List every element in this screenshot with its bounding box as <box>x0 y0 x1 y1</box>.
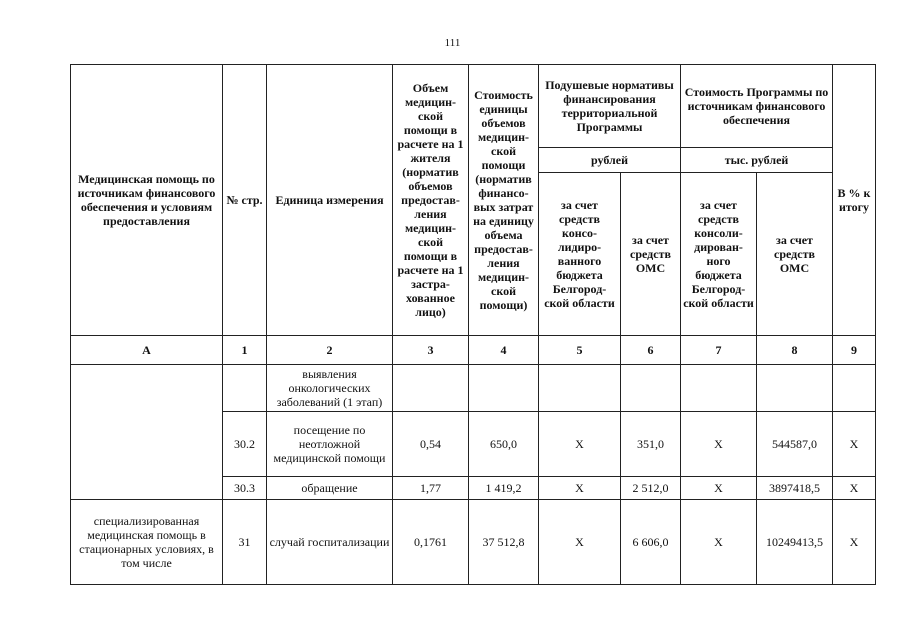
column-number: 2 <box>267 336 393 365</box>
column-number: 6 <box>621 336 681 365</box>
header-row-1 <box>71 65 876 148</box>
column-number: А <box>71 336 223 365</box>
row-budget-total: Х <box>681 412 757 477</box>
header-col-3: Объем медицин-ской помощи в расчете на 1 жителя (норматив объемов предостав-ления медицин-ской помощи в расчете на 1 застра-хованное лицо) <box>393 65 469 336</box>
row-line-number <box>223 365 267 412</box>
column-number: 8 <box>757 336 833 365</box>
row-oms-per-capita: 6 606,0 <box>621 500 681 585</box>
row-oms-total: 10249413,5 <box>757 500 833 585</box>
row-cost <box>469 365 539 412</box>
header-col-1: № стр. <box>223 65 267 336</box>
row-unit: обращение <box>267 477 393 500</box>
table-row <box>71 500 876 585</box>
column-number: 7 <box>681 336 757 365</box>
row-budget-total: Х <box>681 477 757 500</box>
row-budget-per-capita <box>539 365 621 412</box>
row-percent: Х <box>833 477 876 500</box>
row-volume: 1,77 <box>393 477 469 500</box>
header-col-a: Медицинская помощь по источникам финансового обеспечения и условиям предоставления <box>71 65 223 336</box>
row-volume: 0,1761 <box>393 500 469 585</box>
row-volume: 0,54 <box>393 412 469 477</box>
row-cost: 1 419,2 <box>469 477 539 500</box>
financing-table <box>70 64 876 585</box>
row-percent: Х <box>833 500 876 585</box>
header-unit-thousand-rubles: тыс. рублей <box>681 148 833 173</box>
header-col-2: Единица измерения <box>267 65 393 336</box>
row-unit: случай госпитализации <box>267 500 393 585</box>
column-number: 1 <box>223 336 267 365</box>
row-section-name: специализированная медицинская помощь в стационарных условиях, в том числе <box>71 500 223 585</box>
column-number: 9 <box>833 336 876 365</box>
header-unit-rubles: рублей <box>539 148 681 173</box>
row-percent: Х <box>833 412 876 477</box>
header-col-6: за счет средств ОМС <box>621 173 681 336</box>
row-budget-per-capita: Х <box>539 477 621 500</box>
column-number: 3 <box>393 336 469 365</box>
row-oms-per-capita <box>621 365 681 412</box>
row-volume <box>393 365 469 412</box>
row-oms-total: 544587,0 <box>757 412 833 477</box>
row-budget-total <box>681 365 757 412</box>
header-col-5: за счет средств консо-лидиро-ванного бюджета Белгород-ской области <box>539 173 621 336</box>
row-section-name <box>71 365 223 500</box>
header-col-8: за счет средств ОМС <box>757 173 833 336</box>
row-cost: 650,0 <box>469 412 539 477</box>
row-line-number: 30.2 <box>223 412 267 477</box>
page-number: 111 <box>444 37 461 49</box>
row-cost: 37 512,8 <box>469 500 539 585</box>
header-group-5-6: Подушевые нормативы финансирования территориальной Программы <box>539 65 681 148</box>
header-col-7: за счет средств консоли-дирован-ного бюджета Белгород-ской области <box>681 173 757 336</box>
header-group-7-8: Стоимость Программы по источникам финансового обеспечения <box>681 65 833 148</box>
row-budget-total: Х <box>681 500 757 585</box>
header-col-9: В % к итогу <box>833 65 876 336</box>
column-number: 4 <box>469 336 539 365</box>
row-oms-per-capita: 2 512,0 <box>621 477 681 500</box>
row-unit: посещение по неотложной медицинской помощи <box>267 412 393 477</box>
row-oms-total: 3897418,5 <box>757 477 833 500</box>
column-number-row <box>71 336 876 365</box>
row-budget-per-capita: Х <box>539 412 621 477</box>
row-unit: выявления онкологических заболеваний (1 этап) <box>267 365 393 412</box>
table-row <box>71 365 876 412</box>
row-oms-total <box>757 365 833 412</box>
row-oms-per-capita: 351,0 <box>621 412 681 477</box>
row-line-number: 31 <box>223 500 267 585</box>
row-line-number: 30.3 <box>223 477 267 500</box>
column-number: 5 <box>539 336 621 365</box>
header-col-4: Стоимость единицы объемов медицин-ской помощи (норматив финансо-вых затрат на единицу объема предостав-ления медицин-ской помощи) <box>469 65 539 336</box>
row-budget-per-capita: Х <box>539 500 621 585</box>
row-percent <box>833 365 876 412</box>
